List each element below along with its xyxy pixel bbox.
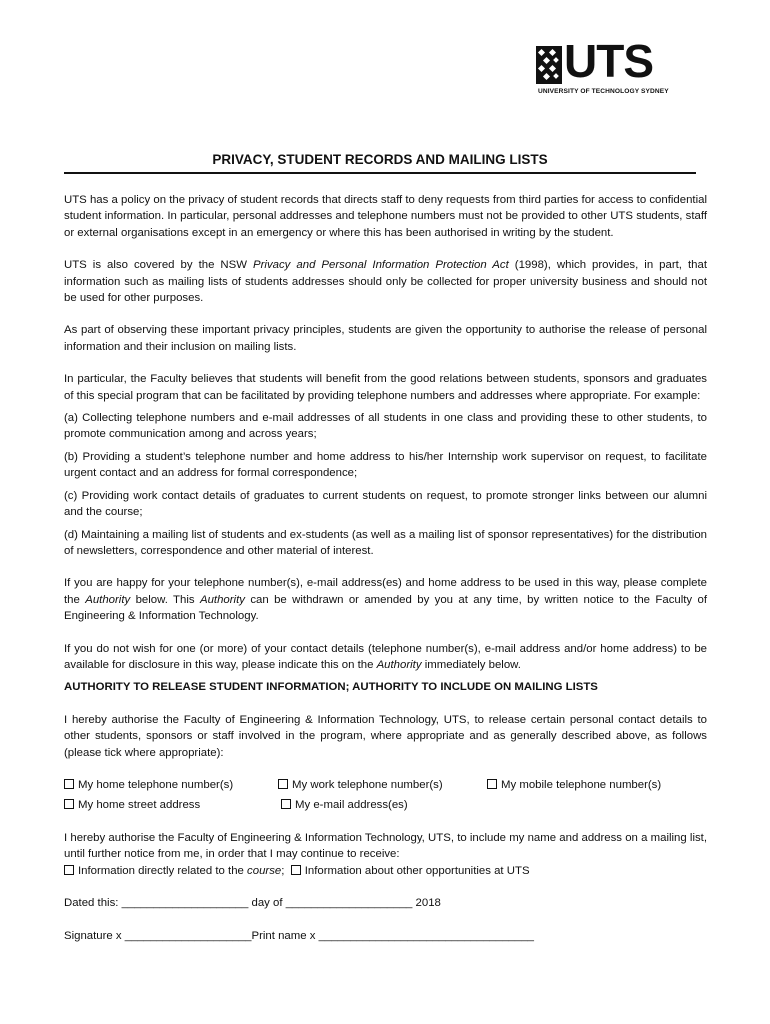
email-label: My e-mail address(es) xyxy=(295,799,408,812)
option-course-info[interactable] xyxy=(64,863,284,879)
paragraph-principles: As part of observing these important privacy principles, students are given the opportunity to authorise the release of personal information and their inclusion on mailing lists. xyxy=(64,324,707,353)
document-body xyxy=(64,192,707,945)
work-phone-label: My work telephone number(s) xyxy=(292,778,443,791)
other-opportunities-checkbox[interactable] xyxy=(291,865,301,875)
release-authorisation-text: I hereby authorise the Faculty of Engineering & Information Technology, UTS, to release certain personal contact details to other students, sponsors or staff involved in the program, where appropriate and as generally described above, as follows (please tick where appropriate): xyxy=(64,713,707,759)
paragraph-not-wish-text: If you do not wish for one (or more) of your contact details (telephone number(s), e-mail address and/or home address) to be available for disclosure in this way, please indicate this on the xyxy=(64,642,707,671)
uts-logo-mark-icon xyxy=(536,46,562,84)
dated-label: Dated this: xyxy=(64,897,122,909)
home-address-label: My home street address xyxy=(78,799,201,812)
option-other-opportunities[interactable] xyxy=(291,863,530,879)
mobile-phone-checkbox[interactable] xyxy=(487,779,497,789)
other-opportunities-label: Information about other opportunities at UTS xyxy=(304,864,530,877)
signature-field[interactable]: ____________________ xyxy=(124,930,252,943)
contact-options-row-1 xyxy=(64,777,707,793)
home-phone-checkbox[interactable] xyxy=(64,779,74,789)
email-checkbox[interactable] xyxy=(281,799,291,809)
page-title: PRIVACY, STUDENT RECORDS AND MAILING LISTS xyxy=(212,152,548,167)
act-name: Privacy and Personal Information Protection Act xyxy=(253,259,509,272)
mailing-options-row xyxy=(64,863,707,879)
title-rule xyxy=(64,172,696,174)
course-info-label: Information directly related to the xyxy=(78,864,248,877)
authority-term: Authority xyxy=(376,658,422,671)
authority-term: Authority xyxy=(85,593,131,606)
signature-label: Signature x xyxy=(64,930,125,943)
signature-line xyxy=(64,928,707,944)
paragraph-act xyxy=(64,257,707,306)
work-phone-checkbox[interactable] xyxy=(278,779,288,789)
example-item-b: (b) Providing a student’s telephone number and home address to his/her Internship work supervisor on request, to facilitate urgent contact and an address for formal correspondence; xyxy=(64,450,707,480)
option-work-phone[interactable] xyxy=(278,777,487,793)
paragraph-happy-text: If you are happy for your telephone number(s), e-mail address(es) and home address to be used in this way, please complete the xyxy=(64,577,707,606)
paragraph-act-text-2: (1998), which provides, in part, that information such as mailing lists of students addresses should only be collected for proper university business and should not be used for other purposes. xyxy=(64,259,707,305)
dated-line xyxy=(64,895,707,911)
paragraph-faculty: In particular, the Faculty believes that students will benefit from the good relations between students, sponsors and graduates of this special program that can be facilitated by providing telephone numbers and addresses where appropriate. For example: xyxy=(64,373,707,402)
year-label: 2018 xyxy=(412,897,441,909)
uts-logo xyxy=(536,35,676,100)
example-item-d: (d) Maintaining a mailing list of students and ex-students (as well as a mailing list of sponsor representatives) for the distribution of newsletters, correspondence and other material of interest. xyxy=(64,528,707,557)
authority-term: Authority xyxy=(199,593,245,606)
authority-heading: AUTHORITY TO RELEASE STUDENT INFORMATION; AUTHORITY TO INCLUDE ON MAILING LISTS xyxy=(64,681,598,694)
paragraph-not-wish xyxy=(64,641,707,674)
example-item-c: (c) Providing work contact details of graduates to current students on request, to promote stronger links between our alumni and the course; xyxy=(64,489,707,519)
home-phone-label: My home telephone number(s) xyxy=(78,778,234,791)
option-mobile-phone[interactable] xyxy=(487,777,661,793)
paragraph-happy xyxy=(64,575,707,624)
option-email[interactable] xyxy=(281,797,408,813)
dated-month-field[interactable]: ____________________ xyxy=(285,897,413,909)
paragraph-act-text: UTS is also covered by the NSW xyxy=(64,259,254,272)
day-of-label: day of xyxy=(248,897,286,909)
print-name-label: Print name x xyxy=(251,930,319,943)
course-info-checkbox[interactable] xyxy=(64,865,74,875)
paragraph-not-wish-text-2: immediately below. xyxy=(421,658,521,671)
dated-day-field[interactable]: ____________________ xyxy=(121,897,249,909)
print-name-field[interactable]: __________________________________ xyxy=(318,930,534,943)
home-address-checkbox[interactable] xyxy=(64,799,74,809)
uts-wordmark: UTS xyxy=(564,35,653,87)
course-info-label-end: ; xyxy=(281,864,285,877)
option-home-address[interactable] xyxy=(64,797,281,813)
paragraph-happy-text-3: can be withdrawn or amended by you at any time, by written notice to the Faculty of Engineering & Information Technology. xyxy=(64,593,708,623)
mailing-authorisation-text: I hereby authorise the Faculty of Engineering & Information Technology, UTS, to include my name and address on a mailing list, until further notice from me, in order that I may continue to receive: xyxy=(64,831,707,861)
contact-options-row-2 xyxy=(64,797,707,813)
example-item-a: (a) Collecting telephone numbers and e-mail addresses of all students in one class and providing these to other students, to promote communication among and across years; xyxy=(64,412,707,441)
course-term: course xyxy=(247,864,282,877)
paragraph-happy-text-2: below. This xyxy=(130,593,200,606)
mobile-phone-label: My mobile telephone number(s) xyxy=(501,778,662,791)
paragraph-policy: UTS has a policy on the privacy of student records that directs staff to deny requests from third parties for access to confidential student information. In particular, personal addresses and telephone numbers must not be provided to other UTS students, staff or external organisations except in an emergency or where this has been authorised in writing by the student. xyxy=(64,194,707,239)
option-home-phone[interactable] xyxy=(64,777,278,793)
uts-subtitle: UNIVERSITY OF TECHNOLOGY SYDNEY xyxy=(538,88,669,95)
